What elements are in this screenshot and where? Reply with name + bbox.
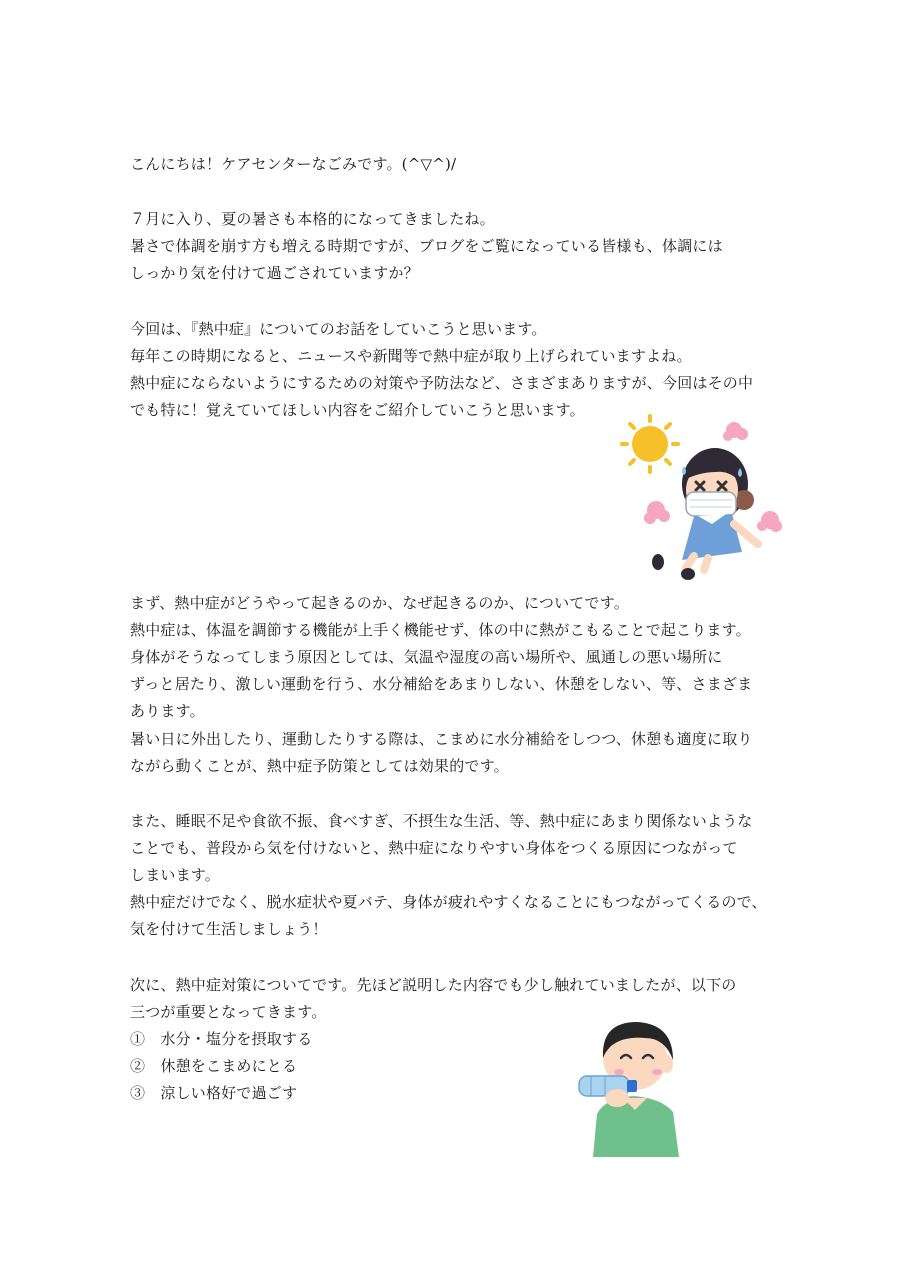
lifestyle-line-5: 気を付けて生活しましょう！ xyxy=(130,920,328,938)
cause-line-2: 熱中症は、体温を調節する機能が上手く機能せず、体の中に熱がこもることで起こります。 xyxy=(130,621,751,639)
lifestyle-line-4: 熱中症だけでなく、脱水症状や夏バテ、身体が疲れやすくなることにもつながってくるので、 xyxy=(130,893,767,911)
measures-line-1: 次に、熱中症対策についてです。先ほど説明した内容でも少し触れていましたが、以下の xyxy=(130,976,737,994)
intro-line-1: ７月に入り、夏の暑さも本格的になってきましたね。 xyxy=(130,210,495,228)
intro-line-2: 暑さで体調を崩す方も増える時期ですが、ブログをご覧になっている皆様も、体調には xyxy=(130,237,723,255)
cause-line-7: ながら動くことが、熱中症予防策としては効果的です。 xyxy=(130,757,509,775)
lifestyle-line-3: しまいます。 xyxy=(130,866,221,884)
list-item-water: ① 水分・塩分を摂取する xyxy=(130,1030,313,1048)
lifestyle-line-1: また、睡眠不足や食欲不振、食べすぎ、不摂生な生活、等、熱中症にあまり関係ないような xyxy=(130,812,753,830)
topic-line-2: 毎年この時期になると、ニュースや新聞等で熱中症が取り上げられていますよね。 xyxy=(130,347,692,365)
list-item-rest: ② 休憩をこまめにとる xyxy=(130,1057,298,1075)
greeting: こんにちは！ケアセンターなごみです。(^▽^)/ xyxy=(130,155,457,173)
list-item-cool: ③ 涼しい格好で過ごす xyxy=(130,1084,298,1102)
cause-line-6: 暑い日に外出したり、運動したりする際は、こまめに水分補給をしつつ、休憩も適度に取り xyxy=(130,730,753,748)
topic-line-4: でも特に！覚えていてほしい内容をご紹介していこうと思います。 xyxy=(130,401,585,419)
cause-line-4: ずっと居たり、激しい運動を行う、水分補給をあまりしない、休憩をしない、等、さまざま xyxy=(130,675,753,693)
boy-drinking-water-illustration xyxy=(575,1012,690,1157)
topic-line-1: 今回は、『熱中症』についてのお話をしていこうと思います。 xyxy=(130,320,547,338)
sun-icon xyxy=(622,416,678,472)
heatstroke-girl-illustration xyxy=(612,412,787,587)
cause-line-5: あります。 xyxy=(130,702,205,720)
lifestyle-line-2: ことでも、普段から気を付けないと、熱中症になりやすい身体をつくる原因につながって xyxy=(130,839,738,857)
cause-line-3: 身体がそうなってしまう原因としては、気温や湿度の高い場所や、風通しの悪い場所に xyxy=(130,648,723,666)
topic-line-3: 熱中症にならないようにするための対策や予防法など、さまざまありますが、今回はその中 xyxy=(130,374,754,392)
cause-line-1: まず、熱中症がどうやって起きるのか、なぜ起きるのか、についてです。 xyxy=(130,594,629,612)
intro-line-3: しっかり気を付けて過ごされていますか？ xyxy=(130,264,419,282)
measures-line-2: 三つが重要となってきます。 xyxy=(130,1003,327,1021)
